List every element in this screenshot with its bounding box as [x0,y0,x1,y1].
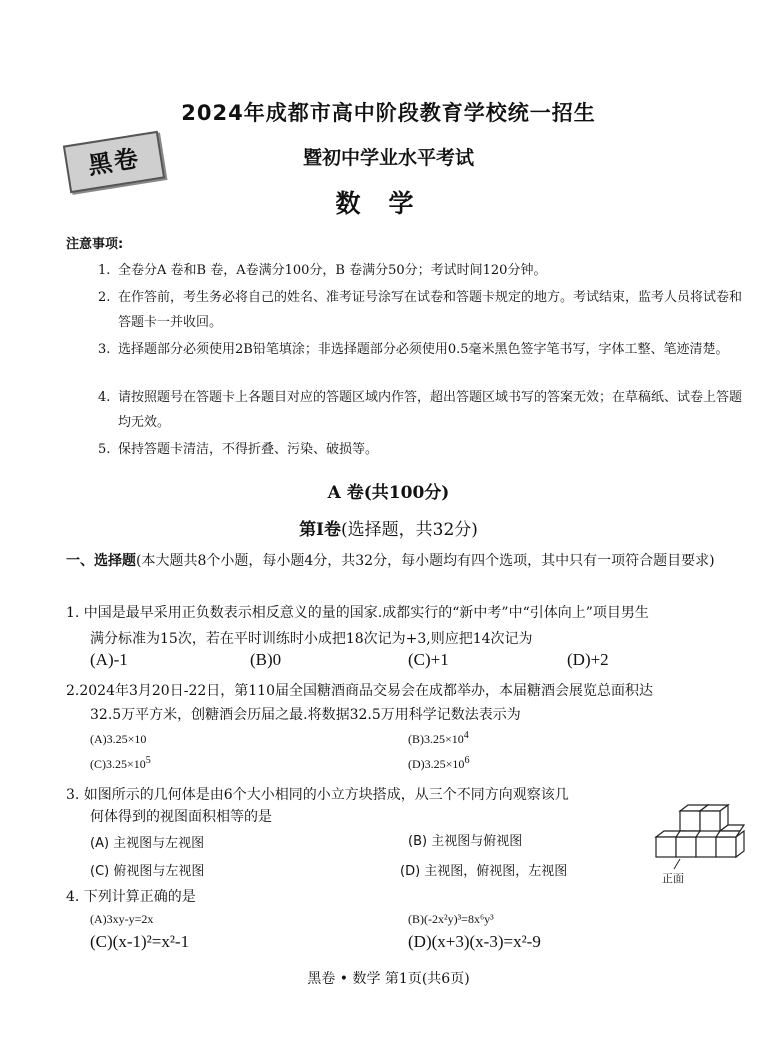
notice-num: 3. [98,342,111,357]
notice-item-3 [98,337,748,362]
q2-c-exp: 5 [145,755,151,766]
q4-option-a: (A)3xy-y=2x [90,912,154,926]
cube-front-face [680,811,700,831]
notice-item-2 [98,285,748,335]
q2-option-d [408,755,469,772]
q2-a-base: (A)3.25×10 [90,732,147,746]
q4-option-b: (B)(-2x²y)³=8x⁶y³ [408,912,494,926]
cube-top-face [716,831,740,837]
notice-text: 全卷分A 卷和B 卷，A卷满分100分，B 卷满分50分；考试时间120分钟。 [118,263,547,278]
question-2-stem2: 32.5万平方米，创糖酒会历届之最.将数据32.5万用科学记数法表示为 [90,707,521,723]
section-a-title: A 卷(共100分) [327,483,450,503]
exam-title-line1: 2024年成都市高中阶段教育学校统一招生 [181,101,596,125]
q2-d-exp: 6 [464,755,470,766]
part1-bold: 第I卷 [299,520,342,540]
q1-option-a: (A)-1 [90,650,128,669]
question-1-stem1: 1. 中国是最早采用正负数表示相反意义的量的国家.成都实行的“新中考”中“引体向上”项目男生 [66,605,649,621]
notice-text: 在作答前，考生务必将自己的姓名、准考证号涂写在试卷和答题卡规定的地方。考试结束，监考人员将试卷和答题卡一并收回。 [118,290,743,330]
notice-num: 5. [98,442,111,457]
q1-option-b: (B)0 [250,650,282,669]
question-3-stem2: 何体得到的视图面积相等的是 [90,809,272,825]
q2-d-base: (D)3.25×10 [408,757,465,771]
question-2-stem1: 2.2024年3月20日-22日，第110届全国糖酒商品交易会在成都举办，本届糖酒会展览总面积达 [66,683,653,699]
part1-title [0,515,777,540]
question-section-heading [66,548,756,575]
subject-title: 数学 [335,189,442,218]
stamp-text: 黑卷 [86,144,142,180]
q1-option-d: (D)+2 [567,650,609,669]
q2-b-base: (B)3.25×10 [408,732,464,746]
q4-option-c: (C)(x-1)²=x²-1 [90,932,190,951]
q3-option-d: (D) 主视图，俯视图，左视图 [400,864,568,879]
q3-option-b: (B) 主视图与俯视图 [408,834,523,849]
notice-item-1 [98,258,748,283]
cube-front-face [676,837,696,857]
q3-option-c: (C) 俯视图与左视图 [90,864,205,879]
question-3-stem1: 3. 如图所示的几何体是由6个大小相同的小立方块搭成，从三个不同方向观察该几 [66,787,569,803]
notice-num: 2. [98,290,111,305]
q1-option-c: (C)+1 [408,650,449,669]
notice-text: 保持答题卡清洁，不得折叠、污染、破损等。 [118,442,379,457]
notice-item-4 [98,385,748,435]
notice-num: 1. [98,263,111,278]
part1-rest: (选择题，共32分) [341,520,478,540]
notice-text: 请按照题号在答题卡上各题目对应的答题区域内作答，超出答题区域书写的答案无效；在草稿纸、试卷上答题均无效。 [118,390,743,430]
q2-option-b [408,730,469,747]
question-1-stem2: 满分标准为15次，若在平时训练时小成把18次记为+3,则应把14次记为 [90,631,533,647]
page-footer: 黑卷 • 数学 第1页(共6页) [307,971,470,987]
q2-c-base: (C)3.25×10 [90,757,146,771]
cube-front-face [696,837,716,857]
notice-num: 4. [98,390,111,405]
figure-front-label: 正面 [662,872,684,885]
q2-b-exp: 4 [463,730,469,741]
notice-text: 选择题部分必须使用2B铅笔填涂；非选择题部分必须使用0.5毫米黑色签字笔书写，字体工整、笔迹清楚。 [118,342,729,357]
cube-front-face [700,811,720,831]
q2-option-a [90,730,146,747]
cube-front-face [656,837,676,857]
front-arrow-line [674,859,680,869]
notice-item-5 [98,437,748,462]
cube-top-face [676,831,700,837]
q-section-rest: (本大题共8个小题，每小题4分，共32分，每小题均有四个选项，其中只有一项符合题目要求) [136,553,715,569]
cube-front-face [716,837,736,857]
q2-option-c [90,755,151,772]
notice-heading: 注意事项: [66,237,124,252]
q4-option-d: (D)(x+3)(x-3)=x²-9 [408,932,541,951]
q-section-bold: 一、选择题 [66,553,136,569]
question-4-stem: 4. 下列计算正确的是 [66,889,196,905]
exam-title-line2: 暨初中学业水平考试 [302,147,474,169]
q3-option-a: (A) 主视图与左视图 [90,836,205,851]
